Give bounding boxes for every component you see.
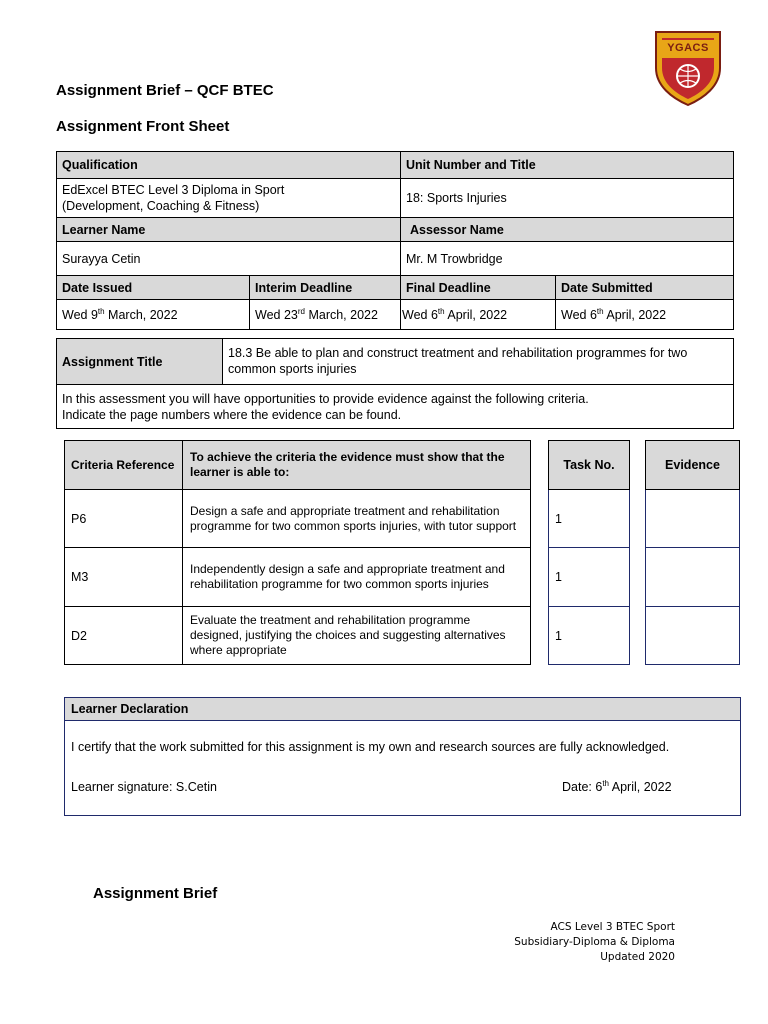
task-number: 1: [549, 548, 630, 607]
footer-line2: Subsidiary-Diploma & Diploma: [514, 936, 675, 948]
task-table: [548, 440, 630, 665]
unit-label: Unit Number and Title: [401, 152, 734, 179]
qualification-line1: EdExcel BTEC Level 3 Diploma in Sport: [62, 183, 285, 197]
front-sheet-title: Assignment Front Sheet: [56, 118, 230, 135]
logo-text: YGACS: [667, 42, 709, 54]
assignment-title-label: Assignment Title: [57, 339, 223, 385]
final-deadline-label: Final Deadline: [401, 276, 556, 300]
footer-line3: Updated 2020: [600, 951, 675, 963]
criteria-ref-header: Criteria Reference: [65, 441, 183, 490]
interim-deadline-value: Wed 23rd March, 2022: [250, 300, 401, 330]
evidence-cell[interactable]: [646, 607, 740, 665]
criteria-row: [65, 548, 531, 607]
instruction-line1: In this assessment you will have opportunities to provide evidence against the following criteria.: [62, 391, 589, 406]
criteria-desc: Evaluate the treatment and rehabilitation programme designed, justifying the choices and suggesting alternatives where appropriate: [183, 607, 531, 665]
criteria-ref: M3: [65, 548, 183, 607]
declaration-statement: I certify that the work submitted for this assignment is my own and research sources are fully acknowledged.: [71, 740, 670, 754]
evidence-cell[interactable]: [646, 490, 740, 548]
assignment-instructions: [57, 385, 734, 429]
brief-title: Assignment Brief – QCF BTEC: [56, 82, 274, 99]
date-submitted-value: Wed 6th April, 2022: [556, 300, 734, 330]
assessor-value: Mr. M Trowbridge: [401, 242, 734, 276]
date-submitted-label: Date Submitted: [556, 276, 734, 300]
assessor-label: Assessor Name: [401, 218, 734, 242]
learner-declaration-box: [64, 697, 741, 816]
declaration-title: Learner Declaration: [65, 698, 740, 721]
learner-signature: Learner signature: S.Cetin: [71, 780, 217, 794]
date-issued-value: Wed 9th March, 2022: [57, 300, 250, 330]
criteria-table: [64, 440, 531, 665]
info-table: [56, 151, 734, 330]
footer-line1: ACS Level 3 BTEC Sport: [550, 921, 675, 933]
footer-notes: [455, 920, 675, 965]
assignment-table: [56, 338, 734, 429]
task-number: 1: [549, 490, 630, 548]
assignment-title-value: 18.3 Be able to plan and construct treatment and rehabilitation programmes for two common sports injuries: [223, 339, 734, 385]
qualification-value: [57, 179, 401, 218]
criteria-desc-header: To achieve the criteria the evidence must show that the learner is able to:: [183, 441, 531, 490]
criteria-desc: Independently design a safe and appropriate treatment and rehabilitation programme for two common sports injuries: [183, 548, 531, 607]
learner-label: Learner Name: [57, 218, 401, 242]
learner-value: Surayya Cetin: [57, 242, 401, 276]
criteria-desc: Design a safe and appropriate treatment and rehabilitation programme for two common sports injuries, with tutor support: [183, 490, 531, 548]
school-logo: [650, 28, 726, 108]
assignment-brief-heading: Assignment Brief: [93, 885, 218, 902]
evidence-header: Evidence: [646, 441, 740, 490]
evidence-cell[interactable]: [646, 548, 740, 607]
evidence-table: [645, 440, 740, 665]
task-header: Task No.: [549, 441, 630, 490]
criteria-row: [65, 607, 531, 665]
criteria-ref: D2: [65, 607, 183, 665]
qualification-label: Qualification: [57, 152, 401, 179]
declaration-date: Date: 6th April, 2022: [562, 778, 672, 794]
instruction-line2: Indicate the page numbers where the evidence can be found.: [62, 407, 402, 422]
date-issued-label: Date Issued: [57, 276, 250, 300]
task-number: 1: [549, 607, 630, 665]
criteria-ref: P6: [65, 490, 183, 548]
qualification-line2: (Development, Coaching & Fitness): [62, 199, 260, 213]
interim-deadline-label: Interim Deadline: [250, 276, 401, 300]
final-deadline-value: Wed 6th April, 2022: [401, 300, 556, 330]
unit-value: 18: Sports Injuries: [401, 179, 734, 218]
criteria-row: [65, 490, 531, 548]
